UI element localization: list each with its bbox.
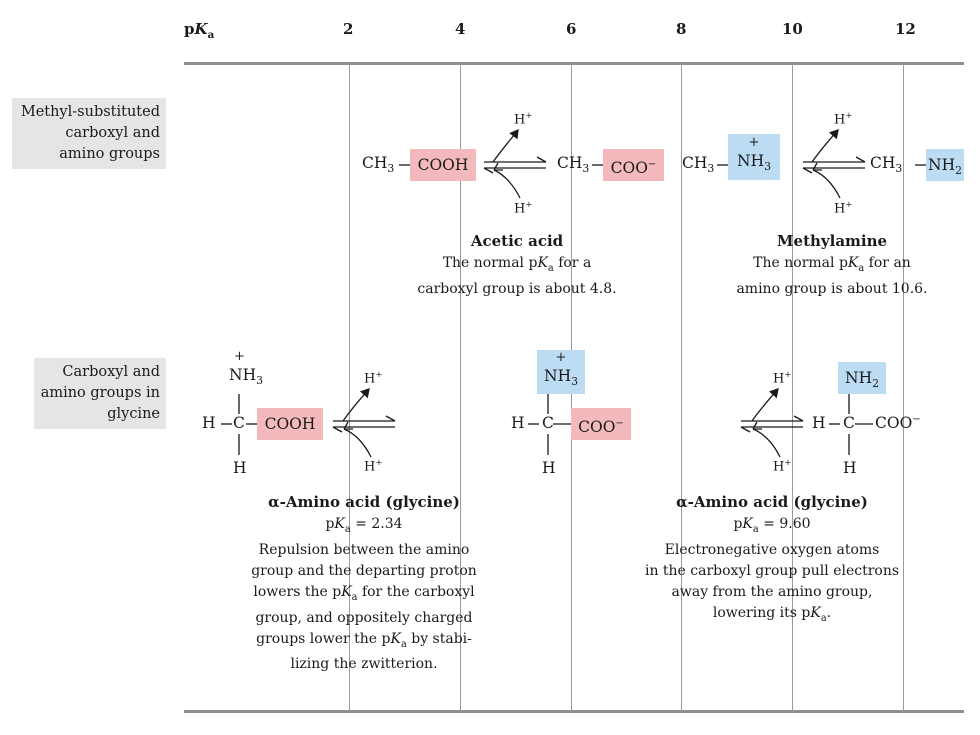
- methylamine-caption-title: Methylamine: [776, 232, 888, 250]
- row-label-glycine: Carboxyl and amino groups in glycine: [34, 358, 166, 429]
- glycine-amino-h-bottom: H: [843, 459, 857, 477]
- glycine-cooh-highlight: COOH: [257, 408, 323, 440]
- glycine-amino-c-alpha: C: [843, 414, 855, 432]
- glycine-amino-coo: COO−: [875, 414, 921, 433]
- equilibrium-arrow-methylamine: [803, 130, 865, 198]
- axis-title: $pK_a$: [184, 20, 215, 41]
- glycine-nh2-highlight: $NH_2$: [838, 362, 886, 394]
- glycine-nh3-charge: +: [234, 349, 245, 364]
- acetic-ch3-right: $CH_3$: [557, 154, 590, 176]
- proton-label: H+: [834, 110, 853, 128]
- equilibrium-arrow-glycine-amino: [741, 389, 803, 457]
- methylamine-ch3-left: $CH_3$: [682, 154, 715, 176]
- proton-label: H+: [364, 369, 383, 387]
- row-label-methyl: Methyl-substituted carboxyl and amino groups: [12, 98, 166, 169]
- glycine-acid-caption: α-Amino acid (glycine) $pK_a = 2.34$ Repulsion between the amino group and the departing proton lowers the $pK_a$ for the carboxyl group, and oppositely charged groups lower the $pK_a$ by stabi- lizing the zwitterion.: [251, 493, 477, 673]
- equilibrium-arrow-acetic: [484, 130, 546, 198]
- methylamine-nh2-highlight: $NH_2$: [926, 149, 964, 181]
- proton-label: H+: [514, 199, 533, 217]
- axis-tick-label: 12: [895, 20, 916, 38]
- proton-label: H+: [773, 369, 792, 387]
- acetic-caption-title: Acetic acid: [470, 232, 564, 250]
- glycine-h-bottom: H: [233, 459, 247, 477]
- glycine-amino-caption-title: α-Amino acid (glycine): [676, 493, 868, 511]
- glycine-acid-caption-title: α-Amino acid (glycine): [268, 493, 460, 511]
- acetate-coo-highlight: COO−: [603, 149, 664, 181]
- zwitterion-h-left: H: [511, 414, 525, 432]
- zwitterion-coo-highlight: COO−: [571, 408, 631, 440]
- axis-tick-label: 2: [343, 20, 354, 38]
- axis-tick-label: 6: [566, 20, 577, 38]
- methylamine-caption: Methylamine The normal $pK_a$ for an amino group is about 10.6.: [736, 232, 928, 297]
- glycine-h-left: H: [202, 414, 216, 432]
- proton-label: H+: [773, 457, 792, 475]
- acetic-caption: Acetic acid The normal $pK_a$ for a carboxyl group is about 4.8.: [417, 232, 617, 297]
- methylamine-ch3-right: $CH_3$: [870, 154, 903, 176]
- glycine-amino-caption: α-Amino acid (glycine) $pK_a = 9.60$ Electronegative oxygen atoms in the carboxyl group pull electrons away from the amino group, lowering its $pK_a$.: [644, 493, 900, 624]
- zwitterion-nh3-highlight: + $NH_3$: [537, 350, 585, 394]
- zwitterion-h-bottom: H: [542, 459, 556, 477]
- axis-tick-label: 4: [455, 20, 466, 38]
- glycine-c-alpha: C: [233, 414, 245, 432]
- glycine-nh3: $NH_3$: [229, 366, 263, 388]
- proton-label: H+: [834, 199, 853, 217]
- zwitterion-c-alpha: C: [542, 414, 554, 432]
- proton-label: H+: [514, 110, 533, 128]
- methylammonium-nh3-highlight: + $NH_3$: [728, 134, 780, 180]
- acetic-ch3-left: $CH_3$: [362, 154, 395, 176]
- axis-tick-label: 8: [676, 20, 687, 38]
- acetic-cooh-highlight: COOH: [410, 149, 476, 181]
- equilibrium-arrow-glycine-acid: [333, 389, 395, 457]
- glycine-amino-h-left: H: [812, 414, 826, 432]
- proton-label: H+: [364, 457, 383, 475]
- axis-tick-label: 10: [782, 20, 803, 38]
